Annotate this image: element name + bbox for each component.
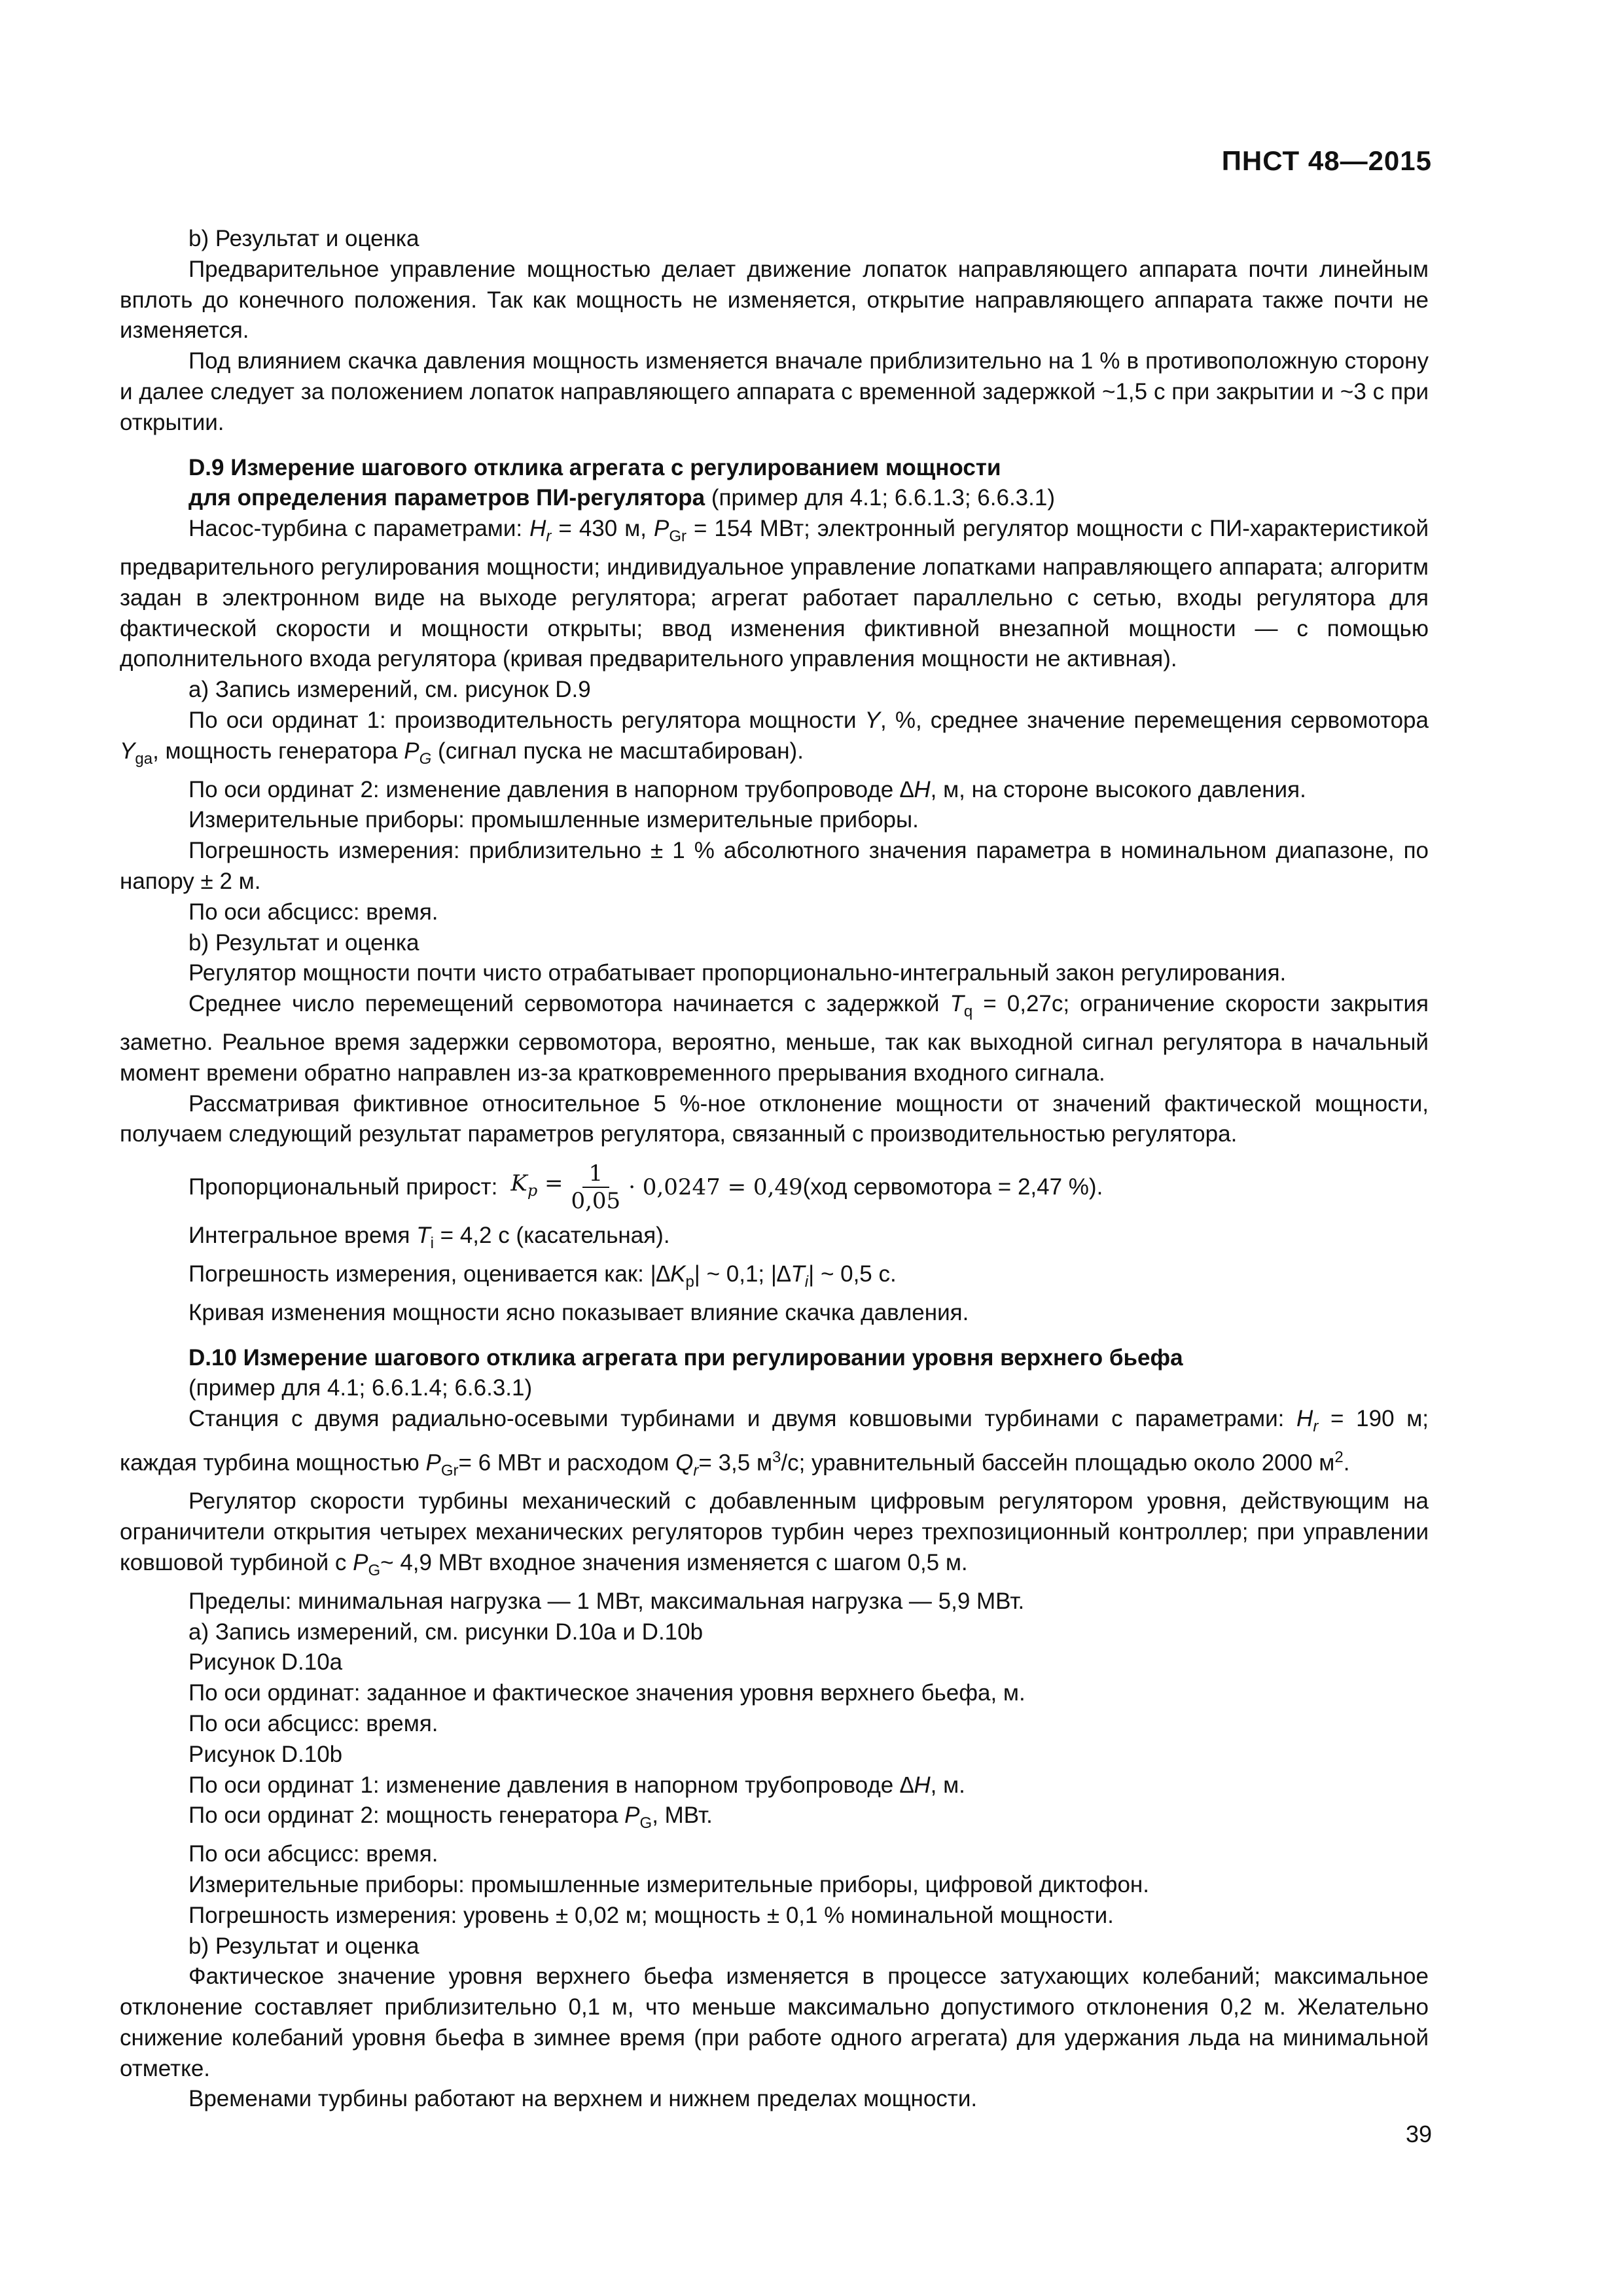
- paragraph: Под влиянием скачка давления мощность изменяется вначале приблизительно на 1 % в противоположную сторону и далее следует за положением лопаток направляющего аппарата с временной задержкой ~1,5 с при закрытии и ~3 с при открытии.: [120, 348, 1429, 435]
- paragraph: Насос-турбина с параметрами: $H_r = 430$ м, $P_{Gr} = 154$ МВт; электронный регулятор мощности с ПИ-характеристикой предварительного регулирования мощности; индивидуальное управление лопатками направляющего аппарата; алгоритм задан в электронном виде на выходе регулятора; агрегат работает параллельно с сетью, входы регулятора для фактической скорости и мощности открыты; ввод изменения фиктивной внезапной мощности — с помощью дополнительного входа регулятора (кривая предварительного управления мощности не активная).: [120, 516, 1429, 672]
- paragraph: По оси ординат 1: производительность регулятора мощности Y, %, среднее значение перемещения сервомотора $Y_{ga}$, мощность генератора $P_G$ (сигнал пуска не масштабирован).: [120, 707, 1429, 768]
- paragraph: Предварительное управление мощностью делает движение лопаток направляющего аппарата почти линейным вплоть до конечного положения. Так как мощность не изменяется, открытие направляющего аппарата также почти не изменяется.: [120, 256, 1429, 344]
- paragraph: Регулятор скорости турбины механический с добавленным цифровым регулятором уровня, действующим на ограничители открытия четырех механических регуляторов турбин через трехпозиционный контроллер; при управлении ковшовой турбиной с $P_G\sim$ 4,9 МВт входное значения изменяется с шагом 0,5 м.: [120, 1488, 1429, 1579]
- section-heading-d10-ref: (пример для 4.1; 6.6.1.4; 6.6.3.1): [188, 1375, 533, 1401]
- paragraph: Кривая изменения мощности ясно показывает влияние скачка давления.: [188, 1299, 969, 1325]
- section-heading-d9: D.9 Измерение шагового отклика агрегата с регулированием мощности: [188, 454, 1001, 480]
- paragraph: b) Результат и оценка: [188, 1933, 419, 1959]
- paragraph: Измерительные приборы: промышленные измерительные приборы, цифровой диктофон.: [188, 1871, 1149, 1897]
- page-body: [120, 224, 1429, 2115]
- page-number: 39: [1405, 2121, 1432, 2147]
- paragraph: а) Запись измерений, см. рисунок D.9: [188, 677, 591, 703]
- paragraph: Погрешность измерения, оценивается как: $|\Delta K_p|$ ~ 0,1; $|\Delta T_i|$ ~ 0,5 с.: [188, 1261, 897, 1291]
- paragraph: По оси ординат 1: изменение давления в напорном трубопроводе ∆H, м.: [188, 1772, 965, 1798]
- document-id: ПНСТ 48—2015: [1221, 145, 1432, 176]
- paragraph: Среднее число перемещений сервомотора начинается с задержкой $T_q = 0,27c$; ограничение скорости закрытия заметно. Реальное время задержки сервомотора, вероятно, меньше, так как выходной сигнал регулятора в начальный момент времени обратно направлен из-за кратковременного прерывания входного сигнала.: [120, 991, 1429, 1086]
- paragraph: Рисунок D.10a: [188, 1649, 343, 1676]
- paragraph: Регулятор мощности почти чисто отрабатывает пропорционально-интегральный закон регулирования.: [188, 960, 1287, 986]
- paragraph: Погрешность измерения: приблизительно ± 1 % абсолютного значения параметра в номинальном диапазоне, по напору ± 2 м.: [120, 838, 1429, 894]
- paragraph: а) Запись измерений, см. рисунки D.10a и D.10b: [188, 1619, 704, 1645]
- paragraph: Рисунок D.10b: [188, 1741, 343, 1767]
- formula-proportional-gain: Пропорциональный прирост: $K_p$ = $\frac{1}{0,05}$ · 0,0247 = 0,49 (ход сервомотора = 2,47 %).: [188, 1160, 1103, 1215]
- paragraph: Временами турбины работают на верхнем и нижнем пределах мощности.: [188, 2086, 978, 2112]
- paragraph: Измерительные приборы: промышленные измерительные приборы.: [188, 807, 919, 833]
- paragraph: Погрешность измерения: уровень ± 0,02 м; мощность ± 0,1 % номинальной мощности.: [188, 1902, 1114, 1928]
- section-heading-d9-cont: для определения параметров ПИ-регулятора (пример для 4.1; 6.6.1.3; 6.6.3.1): [188, 485, 1055, 511]
- paragraph: Интегральное время $T_i = 4,2$ с (касательная).: [188, 1223, 670, 1253]
- paragraph: По оси ординат: заданное и фактическое значения уровня верхнего бьефа, м.: [188, 1680, 1026, 1706]
- fraction: $\frac{1}{0,05}$: [571, 1160, 621, 1215]
- paragraph: По оси ординат 2: мощность генератора $P_G$, МВт.: [188, 1803, 713, 1833]
- paragraph: Станция с двумя радиально-осевыми турбинами и двумя ковшовыми турбинами с параметрами: $H_r = 190$ м; каждая турбина мощностью $P_{Gr}= 6$ МВт и расходом $Q_r= 3,5$ $м^3/с$; уравнительный бассейн площадью около 2000 $м^2$.: [120, 1406, 1429, 1480]
- paragraph: По оси абсцисс: время.: [188, 899, 438, 925]
- section-subtitle: b) Результат и оценка: [188, 226, 419, 251]
- paragraph: По оси абсцисс: время.: [188, 1841, 438, 1867]
- paragraph: Рассматривая фиктивное относительное 5 %-ное отклонение мощности от значений фактической мощности, получаем следующий результат параметров регулятора, связанный с производительностью регулятора.: [120, 1090, 1429, 1147]
- paragraph: По оси абсцисс: время.: [188, 1710, 438, 1736]
- paragraph: Пределы: минимальная нагрузка — 1 МВт, максимальная нагрузка — 5,9 МВт.: [188, 1588, 1025, 1614]
- paragraph: По оси ординат 2: изменение давления в напорном трубопроводе ∆H, м, на стороне высокого давления.: [188, 776, 1306, 802]
- section-heading-d10: D.10 Измерение шагового отклика агрегата при регулировании уровня верхнего бьефа: [188, 1344, 1183, 1371]
- paragraph: Фактическое значение уровня верхнего бьефа изменяется в процессе затухающих колебаний; максимальное отклонение составляет приблизительно 0,1 м, что меньше максимально допустимого отклонения 0,2 м. Желательно снижение колебаний уровня бьефа в зимнее время (при работе одного агрегата) для удержания льда на минимальной отметке.: [120, 1964, 1429, 2081]
- paragraph: b) Результат и оценка: [188, 929, 419, 956]
